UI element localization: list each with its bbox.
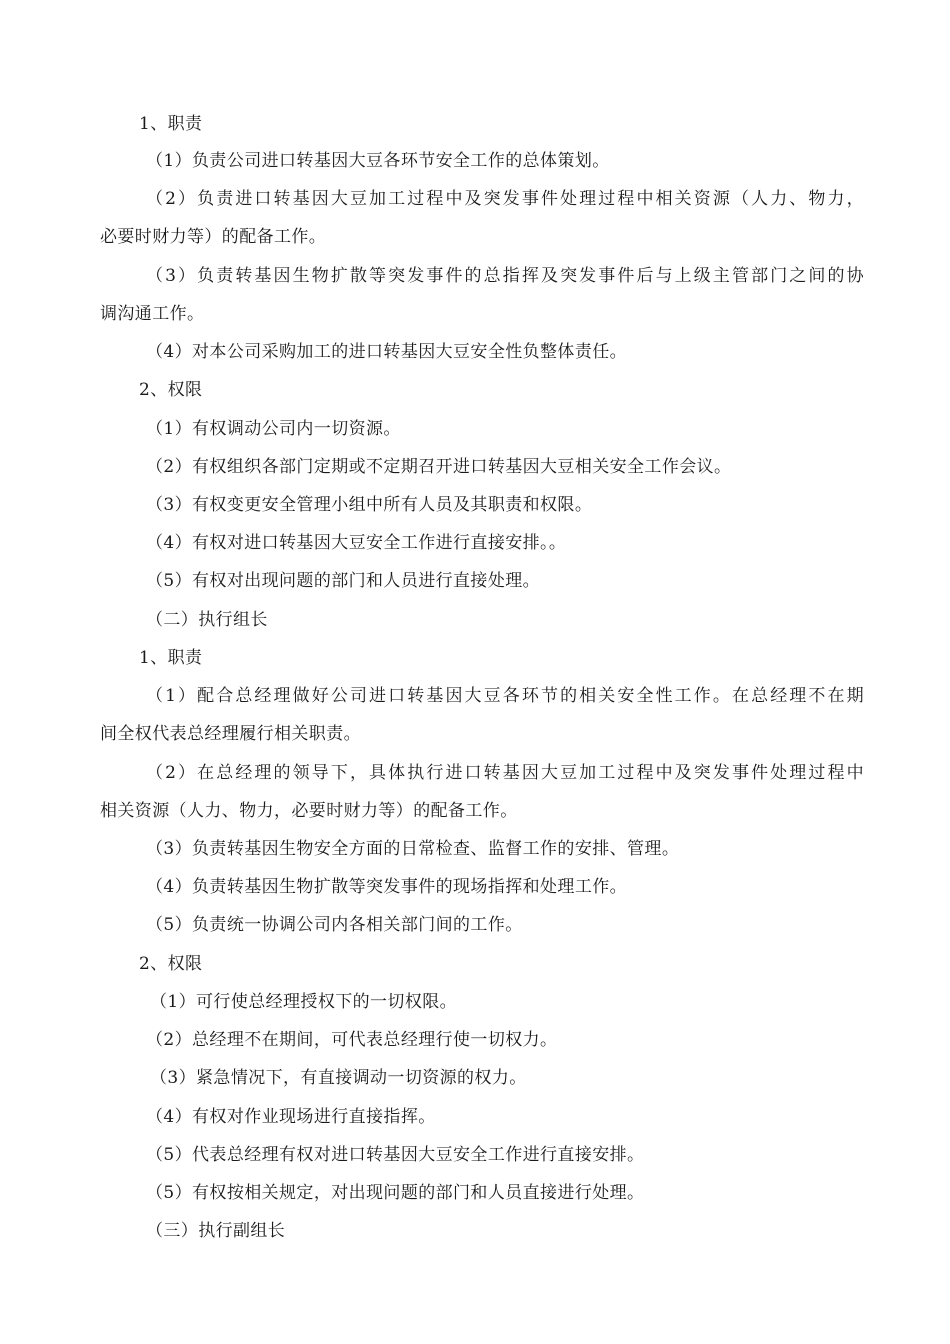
section-heading: 1、职责 <box>139 114 203 134</box>
section-heading: 2、权限 <box>139 380 203 400</box>
paragraph-line: （3）紧急情况下，有直接调动一切资源的权力。 <box>150 1068 527 1088</box>
paragraph-line: （2）总经理不在期间，可代表总经理行使一切权力。 <box>146 1030 558 1050</box>
section-heading: 1、职责 <box>139 648 203 668</box>
section-heading: 2、权限 <box>139 954 203 974</box>
paragraph-line: 相关资源（人力、物力，必要时财力等）的配备工作。 <box>100 801 518 821</box>
paragraph-line: （4）负责转基因生物扩散等突发事件的现场指挥和处理工作。 <box>146 877 628 897</box>
paragraph-line: （3）负责转基因生物安全方面的日常检查、监督工作的安排、管理。 <box>146 839 680 859</box>
paragraph-line: （4）有权对作业现场进行直接指挥。 <box>146 1107 436 1127</box>
paragraph-line: （1）负责公司进口转基因大豆各环节安全工作的总体策划。 <box>146 151 610 171</box>
paragraph-line: （1）配合总经理做好公司进口转基因大豆各环节的相关安全性工作。在总经理不在期 <box>146 686 864 706</box>
paragraph-line: （5）有权按相关规定，对出现问题的部门和人员直接进行处理。 <box>146 1183 645 1203</box>
paragraph-line: （5）负责统一协调公司内各相关部门间的工作。 <box>146 915 523 935</box>
paragraph-line: （4）有权对进口转基因大豆安全工作进行直接安排。。 <box>146 533 567 553</box>
paragraph-line: （4）对本公司采购加工的进口转基因大豆安全性负整体责任。 <box>146 342 628 362</box>
paragraph-line: （5）有权对出现问题的部门和人员进行直接处理。 <box>146 571 541 591</box>
paragraph-line: （3）负责转基因生物扩散等突发事件的总指挥及突发事件后与上级主管部门之间的协 <box>146 266 864 286</box>
section-heading: （二）执行组长 <box>146 610 268 630</box>
paragraph-line: （2）负责进口转基因大豆加工过程中及突发事件处理过程中相关资源（人力、物力， <box>146 189 864 209</box>
paragraph-line: （3）有权变更安全管理小组中所有人员及其职责和权限。 <box>146 495 593 515</box>
paragraph-line: （2）在总经理的领导下，具体执行进口转基因大豆加工过程中及突发事件处理过程中 <box>146 763 864 783</box>
paragraph-line: （1）有权调动公司内一切资源。 <box>146 419 401 439</box>
paragraph-line: （5）代表总经理有权对进口转基因大豆安全工作进行直接安排。 <box>146 1145 645 1165</box>
section-heading: （三）执行副组长 <box>146 1221 286 1241</box>
paragraph-line: 必要时财力等）的配备工作。 <box>100 227 327 247</box>
paragraph-line: 调沟通工作。 <box>100 304 205 324</box>
paragraph-line: （1）可行使总经理授权下的一切权限。 <box>150 992 458 1012</box>
paragraph-line: （2）有权组织各部门定期或不定期召开进口转基因大豆相关安全工作会议。 <box>146 457 732 477</box>
paragraph-line: 间全权代表总经理履行相关职责。 <box>100 724 361 744</box>
